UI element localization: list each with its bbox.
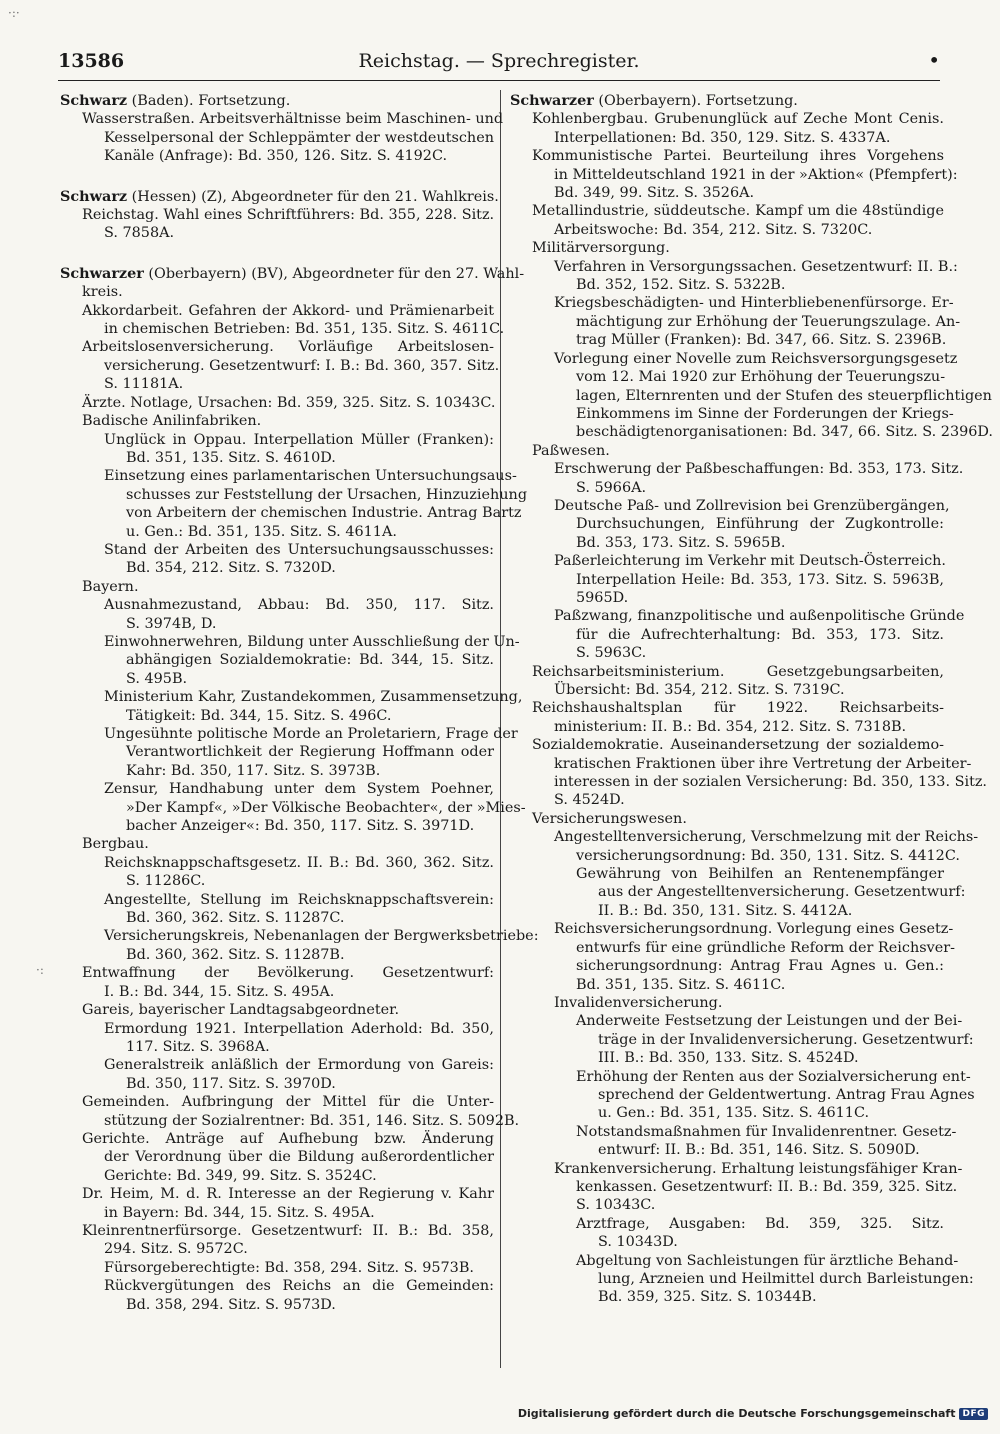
entry-line: Paßerleichterung im Verkehr mit Deutsch-Österreich. — [554, 553, 946, 570]
entry-line: Kesselpersonal der Schleppämter der westdeutschen — [104, 129, 494, 146]
entry-line: für die Aufrechterhaltung: Bd. 353, 173. Sitz. — [576, 626, 944, 643]
entry-line: S. 3974B, D. — [126, 615, 217, 632]
scan-speck: ·: — [36, 963, 44, 977]
index-entry — [60, 927, 539, 964]
index-entry — [510, 736, 988, 810]
entry-line: von Arbeitern der chemischen Industrie. Antrag Bartz — [126, 505, 522, 522]
page-header — [58, 48, 940, 78]
index-entry — [510, 699, 944, 736]
entry-line: Anderweite Festsetzung der Leistungen und der Bei- — [576, 1013, 963, 1030]
entry-line: Gerichte. Anträge auf Aufhebung bzw. Änderung — [82, 1130, 494, 1147]
scan-speck: ·:· — [8, 6, 20, 20]
entry-line: Bd. 353, 173. Sitz. S. 5965B. — [576, 534, 786, 551]
entry-line: Einsetzung eines parlamentarischen Untersuchungsaus- — [104, 468, 517, 485]
entry-line: S. 11286C. — [126, 873, 206, 890]
entry-line: II. B.: Bd. 350, 131. Sitz. S. 4412A. — [598, 902, 853, 919]
index-entry — [510, 1215, 944, 1252]
entry-line: träge in der Invalidenversicherung. Gesetzentwurf: — [598, 1031, 974, 1048]
index-entry — [510, 1012, 974, 1067]
entry-line: Reichstag. Wahl eines Schriftführers: Bd. 355, 228. Sitz. — [82, 207, 495, 224]
index-entry — [510, 607, 965, 662]
footer — [518, 1407, 988, 1420]
entry-line: beschädigtenorganisationen: Bd. 347, 66. Sitz. S. 2396D. — [576, 424, 994, 441]
speaker-name: Schwarzer — [60, 264, 144, 282]
index-entry — [60, 431, 494, 468]
entry-line: bacher Anzeiger«: Bd. 350, 117. Sitz. S. 3971D. — [126, 818, 475, 835]
entry-line: abhängigen Sozialdemokratie: Bd. 344, 15. Sitz. — [126, 652, 494, 669]
entry-line: Kohlenbergbau. Grubenunglück auf Zeche Mont Cenis. — [532, 111, 944, 128]
index-entry — [510, 110, 944, 147]
entry-line: S. 10343D. — [598, 1234, 678, 1251]
entry-line: Rückvergütungen des Reichs an die Gemeinden: — [104, 1278, 494, 1295]
entry-line: Wasserstraßen. Arbeitsverhältnisse beim Maschinen- und — [82, 111, 504, 128]
entry-line: Schwarzer (Oberbayern). Fortsetzung. — [510, 92, 798, 109]
speaker-heading — [60, 92, 494, 110]
entry-line: Entwaffnung der Bevölkerung. Gesetzentwurf: — [82, 965, 494, 982]
entry-line: S. 4524D. — [554, 792, 625, 809]
index-entry — [510, 810, 944, 828]
entry-line: Angestelltenversicherung, Verschmelzung mit der Reichs- — [554, 829, 979, 846]
entry-line: Versicherungswesen. — [532, 810, 687, 827]
index-entry — [510, 865, 966, 920]
entry-line: Schwarz (Hessen) (Z), Abgeordneter für den 21. Wahlkreis. — [60, 187, 499, 205]
index-entry — [510, 828, 979, 865]
index-entry — [510, 239, 944, 257]
entry-line: Arztfrage, Ausgaben: Bd. 359, 325. Sitz. — [576, 1215, 944, 1232]
index-entry — [60, 596, 494, 633]
index-entry — [60, 891, 494, 928]
footer-text: Digitalisierung gefördert durch die Deutsche Forschungsgemeinschaft — [517, 1407, 956, 1420]
index-entry — [60, 302, 505, 339]
entry-line: Paßwesen. — [532, 442, 610, 459]
index-entry — [510, 920, 955, 994]
index-entry — [60, 964, 494, 1001]
entry-line: ministerium: II. B.: Bd. 354, 212. Sitz. S. 7318B. — [554, 718, 907, 735]
entry-line: Deutsche Paß- und Zollrevision bei Grenzübergängen, — [554, 497, 950, 514]
entry-line: stützung der Sozialrentner: Bd. 351, 146. Sitz. S. 5092B. — [104, 1112, 520, 1129]
index-entry — [510, 994, 944, 1012]
entry-line: Gerichte: Bd. 349, 99. Sitz. S. 3524C. — [104, 1167, 377, 1184]
entry-line: u. Gen.: Bd. 351, 135. Sitz. S. 4611C. — [598, 1105, 870, 1122]
entry-line: Reichshaushaltsplan für 1922. Reichsarbeits- — [532, 700, 944, 717]
entry-line: Kleinrentnerfürsorge. Gesetzentwurf: II. B.: Bd. 358, — [82, 1222, 494, 1239]
entry-line: »Der Kampf«, »Der Völkische Beobachter«, der »Mies- — [126, 799, 526, 816]
entry-line: Durchsuchungen, Einführung der Zugkontrolle: — [576, 516, 944, 533]
entry-line: sicherungsordnung: Antrag Frau Agnes u. Gen.: — [576, 958, 944, 975]
entry-line: Bd. 360, 362. Sitz. S. 11287C. — [126, 910, 345, 927]
entry-line: in Mitteldeutschland 1921 in der »Aktion« (Pfempfert): — [554, 166, 958, 183]
entry-line: Reichsversicherungsordnung. Vorlegung eines Gesetz- — [554, 921, 954, 938]
entry-line: Zensur, Handhabung unter dem System Poehner, — [104, 781, 494, 798]
index-entry — [60, 854, 494, 891]
entry-line: Bd. 358, 294. Sitz. S. 9573D. — [126, 1296, 336, 1313]
entry-line: S. 7858A. — [104, 225, 175, 242]
index-entry — [60, 633, 520, 688]
entry-line: Verantwortlichkeit der Regierung Hoffmann oder — [126, 744, 494, 761]
entry-line: Ärzte. Notlage, Ursachen: Bd. 359, 325. Sitz. S. 10343C. — [82, 394, 496, 411]
entry-line: S. 5963C. — [576, 645, 647, 662]
entry-line: Reichsarbeitsministerium. Gesetzgebungsarbeiten, — [532, 663, 944, 680]
index-entry — [510, 258, 958, 295]
entry-line: entwurf: II. B.: Bd. 351, 146. Sitz. S. 5090D. — [598, 1142, 920, 1159]
entry-line: Bd. 354, 212. Sitz. S. 7320D. — [126, 560, 336, 577]
entry-line: versicherung. Gesetzentwurf: I. B.: Bd. 360, 357. Sitz. — [104, 357, 500, 374]
index-entry — [60, 1185, 494, 1222]
index-entry — [510, 497, 950, 552]
index-entry — [60, 338, 500, 393]
entry-line: Militärversorgung. — [532, 240, 670, 257]
speaker-heading — [510, 92, 944, 110]
entry-line: Bd. 359, 325. Sitz. S. 10344B. — [598, 1289, 817, 1306]
entry-line: Ungesühnte politische Morde an Proletariern, Frage der — [104, 726, 518, 742]
index-entry — [60, 1277, 494, 1314]
entry-line: Notstandsmaßnahmen für Invalidenrentner. Gesetz- — [576, 1123, 957, 1140]
entry-line: Gewährung von Beihilfen an Rentenempfänger — [576, 866, 944, 883]
left-column — [60, 92, 539, 1362]
index-entry — [60, 467, 528, 541]
entry-line: Versicherungskreis, Nebenanlagen der Bergwerksbetriebe: — [104, 928, 539, 945]
speaker-name: Schwarz — [60, 187, 128, 205]
index-entry — [510, 663, 944, 700]
entry-line: sprechend der Geldentwertung. Antrag Frau Agnes — [598, 1086, 975, 1103]
entry-line: schusses zur Feststellung der Ursachen, Hinzuziehung — [126, 486, 528, 503]
entry-line: u. Gen.: Bd. 351, 135. Sitz. S. 4611A. — [126, 523, 397, 540]
entry-line: Metallindustrie, süddeutsche. Kampf um die 48stündige — [532, 203, 944, 220]
entry-line: Erschwerung der Paßbeschaffungen: Bd. 353, 173. Sitz. — [554, 461, 964, 478]
entry-line: Reichsknappschaftsgesetz. II. B.: Bd. 360, 362. Sitz. — [104, 854, 494, 871]
entry-line: Tätigkeit: Bd. 344, 15. Sitz. S. 496C. — [126, 707, 392, 724]
speaker-heading — [60, 264, 525, 302]
entry-line: Schwarz (Baden). Fortsetzung. — [60, 92, 291, 109]
index-entry — [60, 1259, 494, 1277]
entry-line: Invalidenversicherung. — [554, 994, 723, 1011]
index-entry — [60, 1130, 494, 1185]
index-entry — [60, 688, 523, 725]
index-entry — [60, 110, 504, 165]
index-entry — [510, 1252, 974, 1307]
header-dot: • — [928, 48, 940, 72]
entry-line: Stand der Arbeiten des Untersuchungsausschusses: — [104, 541, 494, 558]
entry-line: S. 11181A. — [104, 376, 184, 393]
index-entry — [510, 350, 994, 442]
index-entry — [510, 202, 944, 239]
entry-line: Akkordarbeit. Gefahren der Akkord- und Prämienarbeit — [82, 302, 494, 319]
entry-line: Dr. Heim, M. d. R. Interesse an der Regierung v. Kahr — [82, 1186, 494, 1203]
entry-line: aus der Angestelltenversicherung. Gesetzentwurf: — [598, 884, 966, 901]
entry-line: Ausnahmezustand, Abbau: Bd. 350, 117. Sitz. — [104, 597, 494, 614]
entry-line: Badische Anilinfabriken. — [82, 413, 262, 430]
entry-line: in chemischen Betrieben: Bd. 351, 135. Sitz. S. 4611C. — [104, 321, 505, 338]
entry-line: Gemeinden. Aufbringung der Mittel für die Unter- — [82, 1094, 494, 1111]
entry-line: Generalstreik anläßlich der Ermordung von Gareis: — [104, 1057, 494, 1074]
entry-line: Sozialdemokratie. Auseinandersetzung der sozialdemo- — [532, 737, 944, 754]
entry-line: Einwohnerwehren, Bildung unter Ausschließung der Un- — [104, 633, 520, 650]
index-entry — [510, 1160, 963, 1215]
entry-line: trag Müller (Franken): Bd. 347, 66. Sitz. S. 2396B. — [576, 332, 947, 349]
entry-line: Bd. 351, 135. Sitz. S. 4611C. — [576, 976, 786, 993]
entry-line: Vorlegung einer Novelle zum Reichsversorgungsgesetz — [554, 350, 958, 367]
entry-line: Bd. 352, 152. Sitz. S. 5322B. — [576, 277, 786, 294]
index-entry — [60, 412, 494, 430]
entry-line: Arbeitswoche: Bd. 354, 212. Sitz. S. 7320C. — [554, 221, 873, 238]
entry-line: vom 12. Mai 1920 zur Erhöhung der Teuerungszu- — [576, 369, 946, 386]
entry-line: I. B.: Bd. 344, 15. Sitz. S. 495A. — [104, 983, 335, 1000]
entry-line: versicherungsordnung: Bd. 350, 131. Sitz. S. 4412C. — [576, 847, 960, 864]
entry-line: kenkassen. Gesetzentwurf: II. B.: Bd. 359, 325. Sitz. — [576, 1178, 958, 1195]
entry-line: Kahr: Bd. 350, 117. Sitz. S. 3973B. — [126, 762, 381, 779]
entry-line: Krankenversicherung. Erhaltung leistungsfähiger Kran- — [554, 1160, 963, 1177]
entry-line: S. 10343C. — [576, 1197, 656, 1214]
entry-line: 5965D. — [576, 589, 629, 606]
entry-line: 117. Sitz. S. 3968A. — [126, 1038, 270, 1055]
header-rule — [58, 80, 940, 81]
index-entry — [510, 552, 944, 607]
entry-line: in Bayern: Bd. 344, 15. Sitz. S. 495A. — [104, 1204, 375, 1221]
index-entry — [510, 1068, 975, 1123]
entry-line: Verfahren in Versorgungssachen. Gesetzentwurf: II. B.: — [554, 258, 958, 275]
index-entry — [510, 442, 944, 460]
speaker-name: Schwarz — [60, 92, 128, 109]
entry-line: kreis. — [82, 284, 123, 301]
dfg-logo-icon: DFG — [959, 1408, 988, 1420]
entry-line: Paßzwang, finanzpolitische und außenpolitische Gründe — [554, 608, 965, 625]
entry-line: lagen, Elternrenten und der Stufen des steuerpflichtigen — [576, 387, 992, 404]
entry-line: Gareis, bayerischer Landtagsabgeordneter. — [82, 1002, 400, 1019]
entry-line: Bd. 349, 99. Sitz. S. 3526A. — [554, 185, 755, 202]
entry-line: Erhöhung der Renten aus der Sozialversicherung ent- — [576, 1068, 971, 1085]
entry-line: Arbeitslosenversicherung. Vorläufige Arbeitslosen- — [82, 339, 494, 356]
entry-line: Unglück in Oppau. Interpellation Müller (Franken): — [104, 431, 494, 448]
index-entry — [60, 541, 494, 578]
entry-line: lung, Arzneien und Heilmittel durch Barleistungen: — [598, 1271, 974, 1287]
index-entry — [60, 578, 494, 596]
entry-line: S. 495B. — [126, 670, 188, 687]
entry-line: Ministerium Kahr, Zustandekommen, Zusammensetzung, — [104, 689, 523, 706]
index-entry — [60, 206, 494, 243]
index-entry — [60, 1020, 494, 1057]
entry-line: kratischen Fraktionen über ihre Vertretung der Arbeiter- — [554, 755, 972, 772]
entry-line: Übersicht: Bd. 354, 212. Sitz. S. 7319C. — [554, 682, 845, 698]
speaker-heading — [60, 187, 499, 206]
entry-line: Ermordung 1921. Interpellation Aderhold: Bd. 350, — [104, 1020, 494, 1037]
entry-line: Interpellation Heile: Bd. 353, 173. Sitz. S. 5963B, — [576, 571, 944, 588]
speaker-name: Schwarzer — [510, 92, 594, 109]
entry-line: Bayern. — [82, 578, 139, 595]
index-entry — [60, 394, 494, 412]
index-entry — [60, 780, 526, 835]
entry-line: interessen in der sozialen Versicherung: Bd. 350, 133. Sitz. — [554, 774, 988, 791]
index-entry — [510, 460, 964, 497]
entry-line: Fürsorgeberechtigte: Bd. 358, 294. Sitz. S. 9573B. — [104, 1259, 474, 1276]
entry-line: Bergbau. — [82, 836, 149, 853]
index-entry — [60, 1056, 494, 1093]
index-entry — [60, 1001, 494, 1019]
index-entry — [510, 147, 958, 202]
entry-line: Interpellationen: Bd. 350, 129. Sitz. S. 4337A. — [554, 129, 891, 146]
right-column — [510, 92, 994, 1362]
entry-line: 294. Sitz. S. 9572C. — [104, 1241, 248, 1258]
index-entry — [60, 1222, 494, 1259]
entry-line: Kanäle (Anfrage): Bd. 350, 126. Sitz. S. 4192C. — [104, 148, 448, 165]
index-entry — [60, 725, 518, 780]
entry-line: Bd. 350, 117. Sitz. S. 3970D. — [126, 1075, 336, 1092]
entry-line: Schwarzer (Oberbayern) (BV), Abgeordneter für den 27. Wahl- — [60, 264, 525, 282]
entry-line: der Verordnung über die Bildung außerordentlicher — [104, 1149, 494, 1166]
index-entry — [60, 1093, 520, 1130]
entry-line: Bd. 360, 362. Sitz. S. 11287B. — [126, 946, 345, 963]
entry-line: Bd. 351, 135. Sitz. S. 4610D. — [126, 449, 336, 466]
entry-line: Kriegsbeschädigten- und Hinterbliebenenfürsorge. Er- — [554, 295, 954, 312]
entry-line: Angestellte, Stellung im Reichsknappschaftsverein: — [104, 891, 494, 908]
index-entry — [510, 294, 961, 349]
entry-line: entwurfs für eine gründliche Reform der Reichsver- — [576, 939, 955, 956]
running-title: Reichstag. — Sprechregister. — [358, 50, 640, 72]
entry-line: Kommunistische Partei. Beurteilung ihres Vorgehens — [532, 148, 944, 165]
entry-line: mächtigung zur Erhöhung der Teuerungszulage. An- — [576, 313, 961, 330]
entry-line: Abgeltung von Sachleistungen für ärztliche Behand- — [576, 1252, 959, 1269]
entry-line: III. B.: Bd. 350, 133. Sitz. S. 4524D. — [598, 1050, 859, 1067]
index-entry — [60, 835, 494, 853]
entry-line: Einkommens im Sinne der Forderungen der Kriegs- — [576, 405, 954, 422]
index-entry — [510, 1123, 957, 1160]
page-number: 13586 — [58, 50, 125, 72]
entry-line: S. 5966A. — [576, 479, 647, 496]
